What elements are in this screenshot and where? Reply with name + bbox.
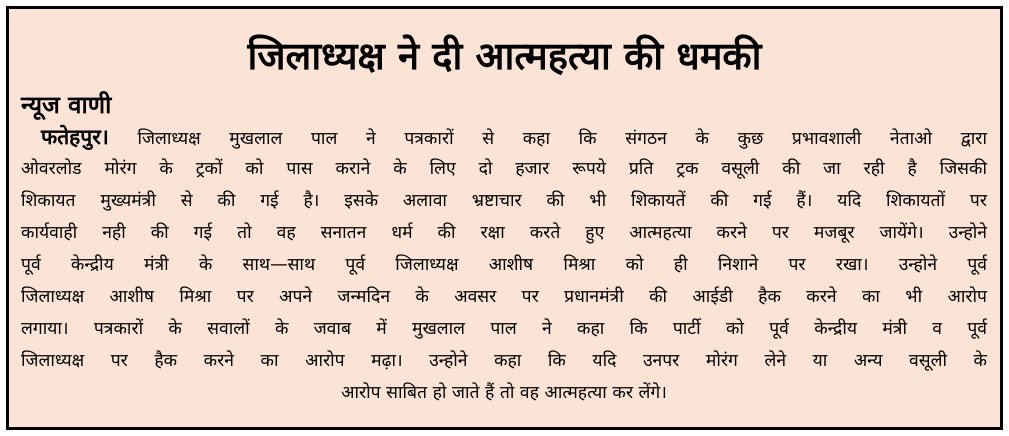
article-line: जिलाध्यक्ष आशीष मिश्रा पर अपने जन्मदिन के अवसर पर प्रधानमंत्री की आईडी हैक करने का भी आरोप xyxy=(21,287,987,307)
article-line: कार्यवाही नही की गई तो वह सनातन धर्म की रक्षा करते हुए आत्महत्या करने पर मजबूर जायेंगे। उन्होने xyxy=(21,223,987,243)
article-line: ओवरलोड मोरंग के ट्रकों को पास कराने के लिए दो हजार रूपये प्रति ट्रक वसूली की जा रही है जिसकी xyxy=(21,159,987,179)
article-body xyxy=(21,121,987,409)
article-line: लगाया। पत्रकारों के सवालों के जवाब में मुखलाल पाल ने कहा कि पार्टी को पूर्व केन्द्रीय मंत्री व पूर्व xyxy=(21,319,987,339)
source-name: न्यूज वाणी xyxy=(21,91,112,119)
dateline: फतेहपुर। xyxy=(41,125,109,149)
article-line xyxy=(21,121,987,153)
article-line-text: जिलाध्यक्ष मुखलाल पाल ने पत्रकारों से कहा कि संगठन के कुछ प्रभावशाली नेताओ द्वारा xyxy=(137,129,987,149)
article-line: शिकायत मुख्यमंत्री से की गई है। इसके अलावा भ्रष्टाचार की भी शिकायतें की गई हैं। यदि शिकायतों पर xyxy=(21,191,987,211)
article-line: आरोप साबित हो जाते हैं तो वह आत्महत्या कर लेंगे। xyxy=(341,383,667,403)
news-clipping xyxy=(6,6,1003,430)
headline: जिलाध्यक्ष ने दी आत्महत्या की धमकी xyxy=(247,34,762,78)
article-line: पूर्व केन्द्रीय मंत्री के साथ—साथ पूर्व जिलाध्यक्ष आशीष मिश्रा को ही निशाने पर रखा। उन्होने पूर्व xyxy=(21,255,987,275)
article-line: जिलाध्यक्ष पर हैक करने का आरोप मढ़ा। उन्होने कहा कि यदि उनपर मोरंग लेने या अन्य वसूली के xyxy=(21,351,987,371)
